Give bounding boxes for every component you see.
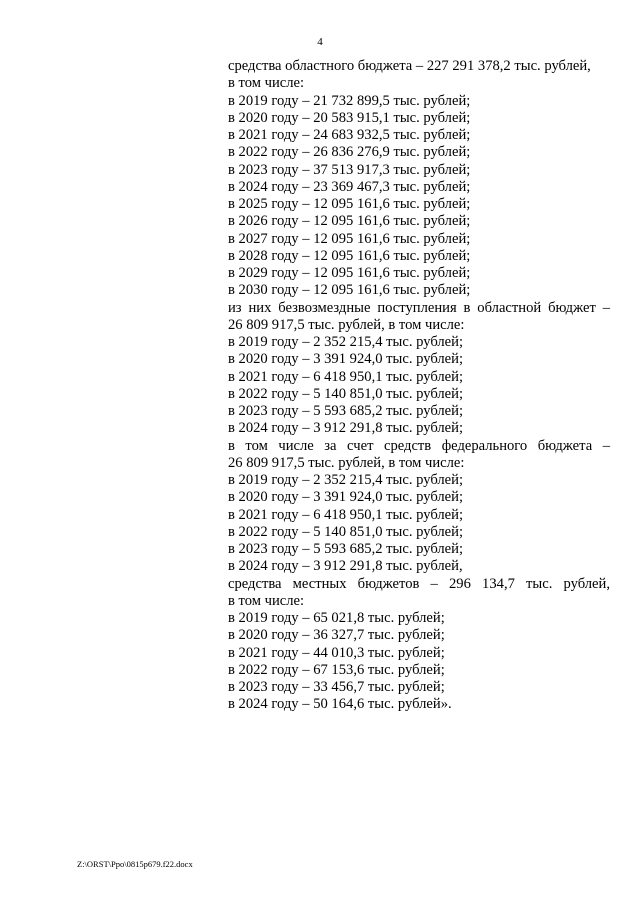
text-line: в 2029 году – 12 095 161,6 тыс. рублей; (228, 265, 471, 281)
text-line: в 2024 году – 3 912 291,8 тыс. рублей; (228, 420, 464, 437)
text-line: средства местных бюджетов – 296 134,7 тыс. рублей, (228, 575, 610, 592)
text-line: в 2022 году – 67 153,6 тыс. рублей; (228, 661, 445, 678)
text-line: в 2024 году – 3 912 291,8 тыс. рублей, (228, 558, 463, 575)
text-line: в 2021 году – 6 418 950,1 тыс. рублей; (228, 368, 464, 385)
text-line: в 2020 году – 3 391 924,0 тыс. рублей; (228, 351, 464, 368)
text-line: в 2023 году – 33 456,7 тыс. рублей; (228, 679, 445, 695)
text-line: в 2019 году – 21 732 899,5 тыс. рублей; (228, 92, 471, 109)
text-line: в 2022 году – 5 140 851,0 тыс. рублей; (228, 385, 464, 402)
text-line: в 2023 году – 5 593 685,2 тыс. рублей; (228, 403, 464, 419)
text-line: в 2026 году – 12 095 161,6 тыс. рублей; (228, 213, 471, 230)
text-line: в 2019 году – 2 352 215,4 тыс. рублей; (228, 334, 464, 350)
text-line: в 2019 году – 2 352 215,4 тыс. рублей; (228, 472, 464, 488)
text-line: 26 809 917,5 тыс. рублей, в том числе: (228, 316, 465, 333)
text-line: в 2025 году – 12 095 161,6 тыс. рублей; (228, 196, 471, 212)
text-line: в 2030 году – 12 095 161,6 тыс. рублей; (228, 282, 471, 299)
text-line: в 2023 году – 5 593 685,2 тыс. рублей; (228, 541, 464, 557)
text-line: в 2027 году – 12 095 161,6 тыс. рублей; (228, 230, 471, 247)
text-line: в 2024 году – 23 369 467,3 тыс. рублей; (228, 178, 471, 195)
text-line: в 2023 году – 37 513 917,3 тыс. рублей; (228, 161, 471, 178)
document-text-block (228, 58, 610, 714)
text-line: в 2021 году – 44 010,3 тыс. рублей; (228, 644, 445, 661)
text-line: в 2021 году – 24 683 932,5 тыс. рублей; (228, 127, 471, 143)
text-line: в 2022 году – 5 140 851,0 тыс. рублей; (228, 523, 464, 540)
text-line: в 2022 году – 26 836 276,9 тыс. рублей; (228, 144, 471, 161)
text-line: средства областного бюджета – 227 291 378,2 тыс. рублей, (228, 58, 591, 74)
text-line: из них безвозмездные поступления в областной бюджет – (228, 299, 610, 316)
text-line: в том числе: (228, 592, 305, 609)
text-line: в 2020 году – 36 327,7 тыс. рублей; (228, 627, 445, 644)
text-line: в 2020 году – 3 391 924,0 тыс. рублей; (228, 489, 464, 506)
text-line: в 2028 году – 12 095 161,6 тыс. рублей; (228, 247, 471, 264)
text-line: в том числе: (228, 75, 305, 92)
text-line: в том числе за счет средств федерального бюджета – (228, 437, 610, 454)
text-line: в 2021 году – 6 418 950,1 тыс. рублей; (228, 506, 464, 523)
text-line: 26 809 917,5 тыс. рублей, в том числе: (228, 454, 465, 471)
footer-file-path: Z:\ORST\Ppo\0815p679.f22.docx (77, 859, 193, 869)
page-number: 4 (317, 36, 323, 48)
text-line: в 2019 году – 65 021,8 тыс. рублей; (228, 610, 445, 626)
text-line: в 2024 году – 50 164,6 тыс. рублей». (228, 696, 452, 713)
text-line: в 2020 году – 20 583 915,1 тыс. рублей; (228, 109, 471, 126)
